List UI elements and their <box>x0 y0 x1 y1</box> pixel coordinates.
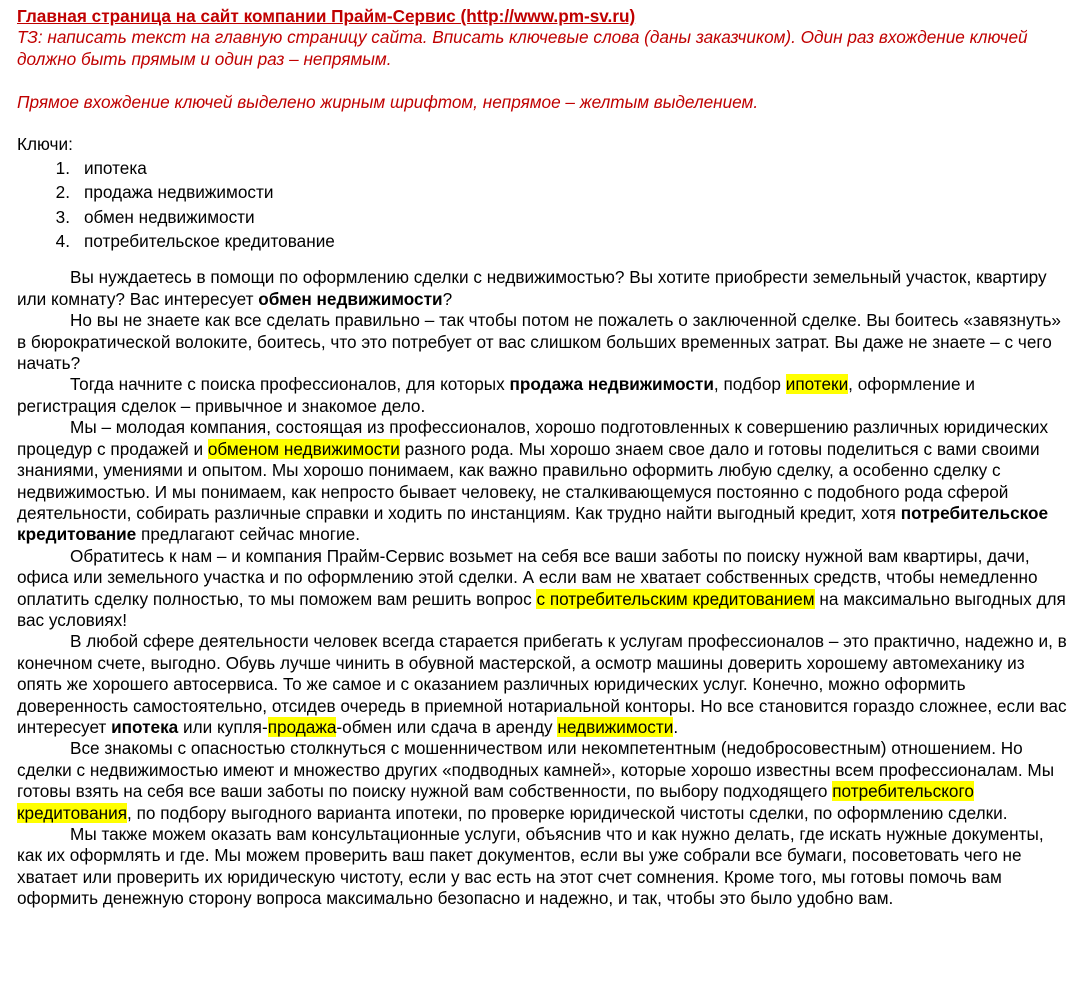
key-text: обмен недвижимости <box>84 206 255 227</box>
document-title: Главная страница на сайт компании Прайм-Сервис (http://www.pm-sv.ru) <box>17 6 636 26</box>
blank-line <box>17 113 1072 134</box>
paragraph-3: Тогда начните с поиска профессионалов, для которых продажа недвижимости, подбор ипотеки, оформление и регистрация сделок – привычное и знакомое дело. <box>17 374 975 416</box>
article-body <box>17 267 1072 909</box>
paragraph-4: Мы – молодая компания, состоящая из профессионалов, хорошо подготовленных к совершению различных юридических процедур с продажей и обменом недвижимости разного рода. Мы хорошо знаем свое дало и готовы поделиться с вами своими знаниями, умениями и опытом. Мы хорошо понимаем, как важно правильно оформить любую сделку, а особенно сделку с недвижимостью. И мы понимаем, как непросто бывает человеку, не сталкивающемуся постоянно с подобного рода сферой деятельности, собирать различные справки и ходить по инстанциям. Как трудно найти выгодный кредит, хотя потребительское кредитование предлагают сейчас многие. <box>17 417 1049 545</box>
keys-list <box>17 156 1072 254</box>
list-item: 3. обмен недвижимости <box>17 205 1072 229</box>
paragraph-1: Вы нуждаетесь в помощи по оформлению сделки с недвижимостью? Вы хотите приобрести земельный участок, квартиру или комнату? Вас интересует обмен недвижимости? <box>17 267 1047 309</box>
bold-keyword: ипотека <box>111 716 179 737</box>
keys-label: Ключи: <box>17 134 73 155</box>
key-text: продажа недвижимости <box>84 182 274 203</box>
paragraph-8: Мы также можем оказать вам консультационные услуги, объяснив что и как нужно делать, где искать нужные документы, как их оформлять и где. Мы можем проверить ваш пакет документов, если вы уже собрали все бумаги, посоветовать чего не хватает или проверить их юридическую чистоту, если у вас есть на этот счет сомнения. Кроме того, мы готовы помочь вам оформить денежную сторону вопроса максимально безопасно и надежно, и так, чтобы это было удобно вам. <box>17 824 1044 909</box>
highlighted-keyword: с потребительским кредитованием <box>536 588 815 609</box>
bold-keyword: продажа недвижимости <box>509 374 714 395</box>
list-item: 2. продажа недвижимости <box>17 180 1072 204</box>
highlighted-keyword: недвижимости <box>557 716 674 737</box>
paragraph-5: Обратитесь к нам – и компания Прайм-Сервис возьмет на себя все ваши заботы по поиску нужной вам квартиры, дачи, офиса или земельного участка и по оформлению этой сделки. А если вам не хватает собственных средств, чтобы немедленно оплатить сделку полностью, то мы поможем вам решить вопрос с потребительским кредитованием на максимально выгодных для вас условиях! <box>17 545 1066 630</box>
list-item: 1. ипотека <box>17 156 1072 180</box>
formatting-note: Прямое вхождение ключей выделено жирным шрифтом, непрямое – желтым выделением. <box>17 91 759 112</box>
bold-keyword: обмен недвижимости <box>258 288 443 309</box>
highlighted-keyword: обменом недвижимости <box>207 438 400 459</box>
task-description: ТЗ: написать текст на главную страницу сайта. Вписать ключевые слова (даны заказчиком). Один раз вхождение ключей должно быть прямым и один раз – непрямым. <box>17 27 1028 69</box>
highlighted-keyword: ипотеки <box>785 374 849 395</box>
paragraph-2: Но вы не знаете как все сделать правильно – так чтобы потом не пожалеть о заключенной сделке. Вы боитесь «завязнуть» в бюрократической волоките, боитесь, что это потребует от вас слишком больших временных затрат. Вы даже не знаете – с чего начать? <box>17 310 1061 374</box>
highlighted-keyword: потребительского кредитования <box>17 781 974 823</box>
list-item: 4. потребительское кредитование <box>17 229 1072 253</box>
paragraph-7: Все знакомы с опасностью столкнуться с мошенничеством или некомпетентным (недобросовестным) отношением. Но сделки с недвижимостью имеют и множество других «подводных камней», которые хорошо известны всем профессионалам. Мы готовы взять на себя все ваши заботы по поиску нужной вам собственности, по выбору подходящего потребительского кредитования, по подбору выгодного варианта ипотеки, по проверке юридической чистоты сделки, по оформлению сделки. <box>17 738 1055 823</box>
highlighted-keyword: продажа <box>267 716 337 737</box>
paragraph-6: В любой сфере деятельности человек всегда старается прибегать к услугам профессионалов – это практично, надежно и, в конечном счете, выгодно. Обувь лучше чинить в обувной мастерской, а осмотр машины доверить хорошему автомеханику из опять же хорошего автосервиса. То же самое и с оказанием различных юридических услуг. Конечно, можно оформить доверенность самостоятельно, отсидев очередь в приемной нотариальной конторы. Но все становится гораздо сложнее, если вас интересует ипотека или купля-продажа-обмен или сдача в аренду недвижимости. <box>17 631 1067 737</box>
bold-keyword: потребительское кредитование <box>17 502 1049 545</box>
blank-line <box>17 70 1072 91</box>
key-text: ипотека <box>84 157 147 178</box>
key-text: потребительское кредитование <box>84 231 335 252</box>
